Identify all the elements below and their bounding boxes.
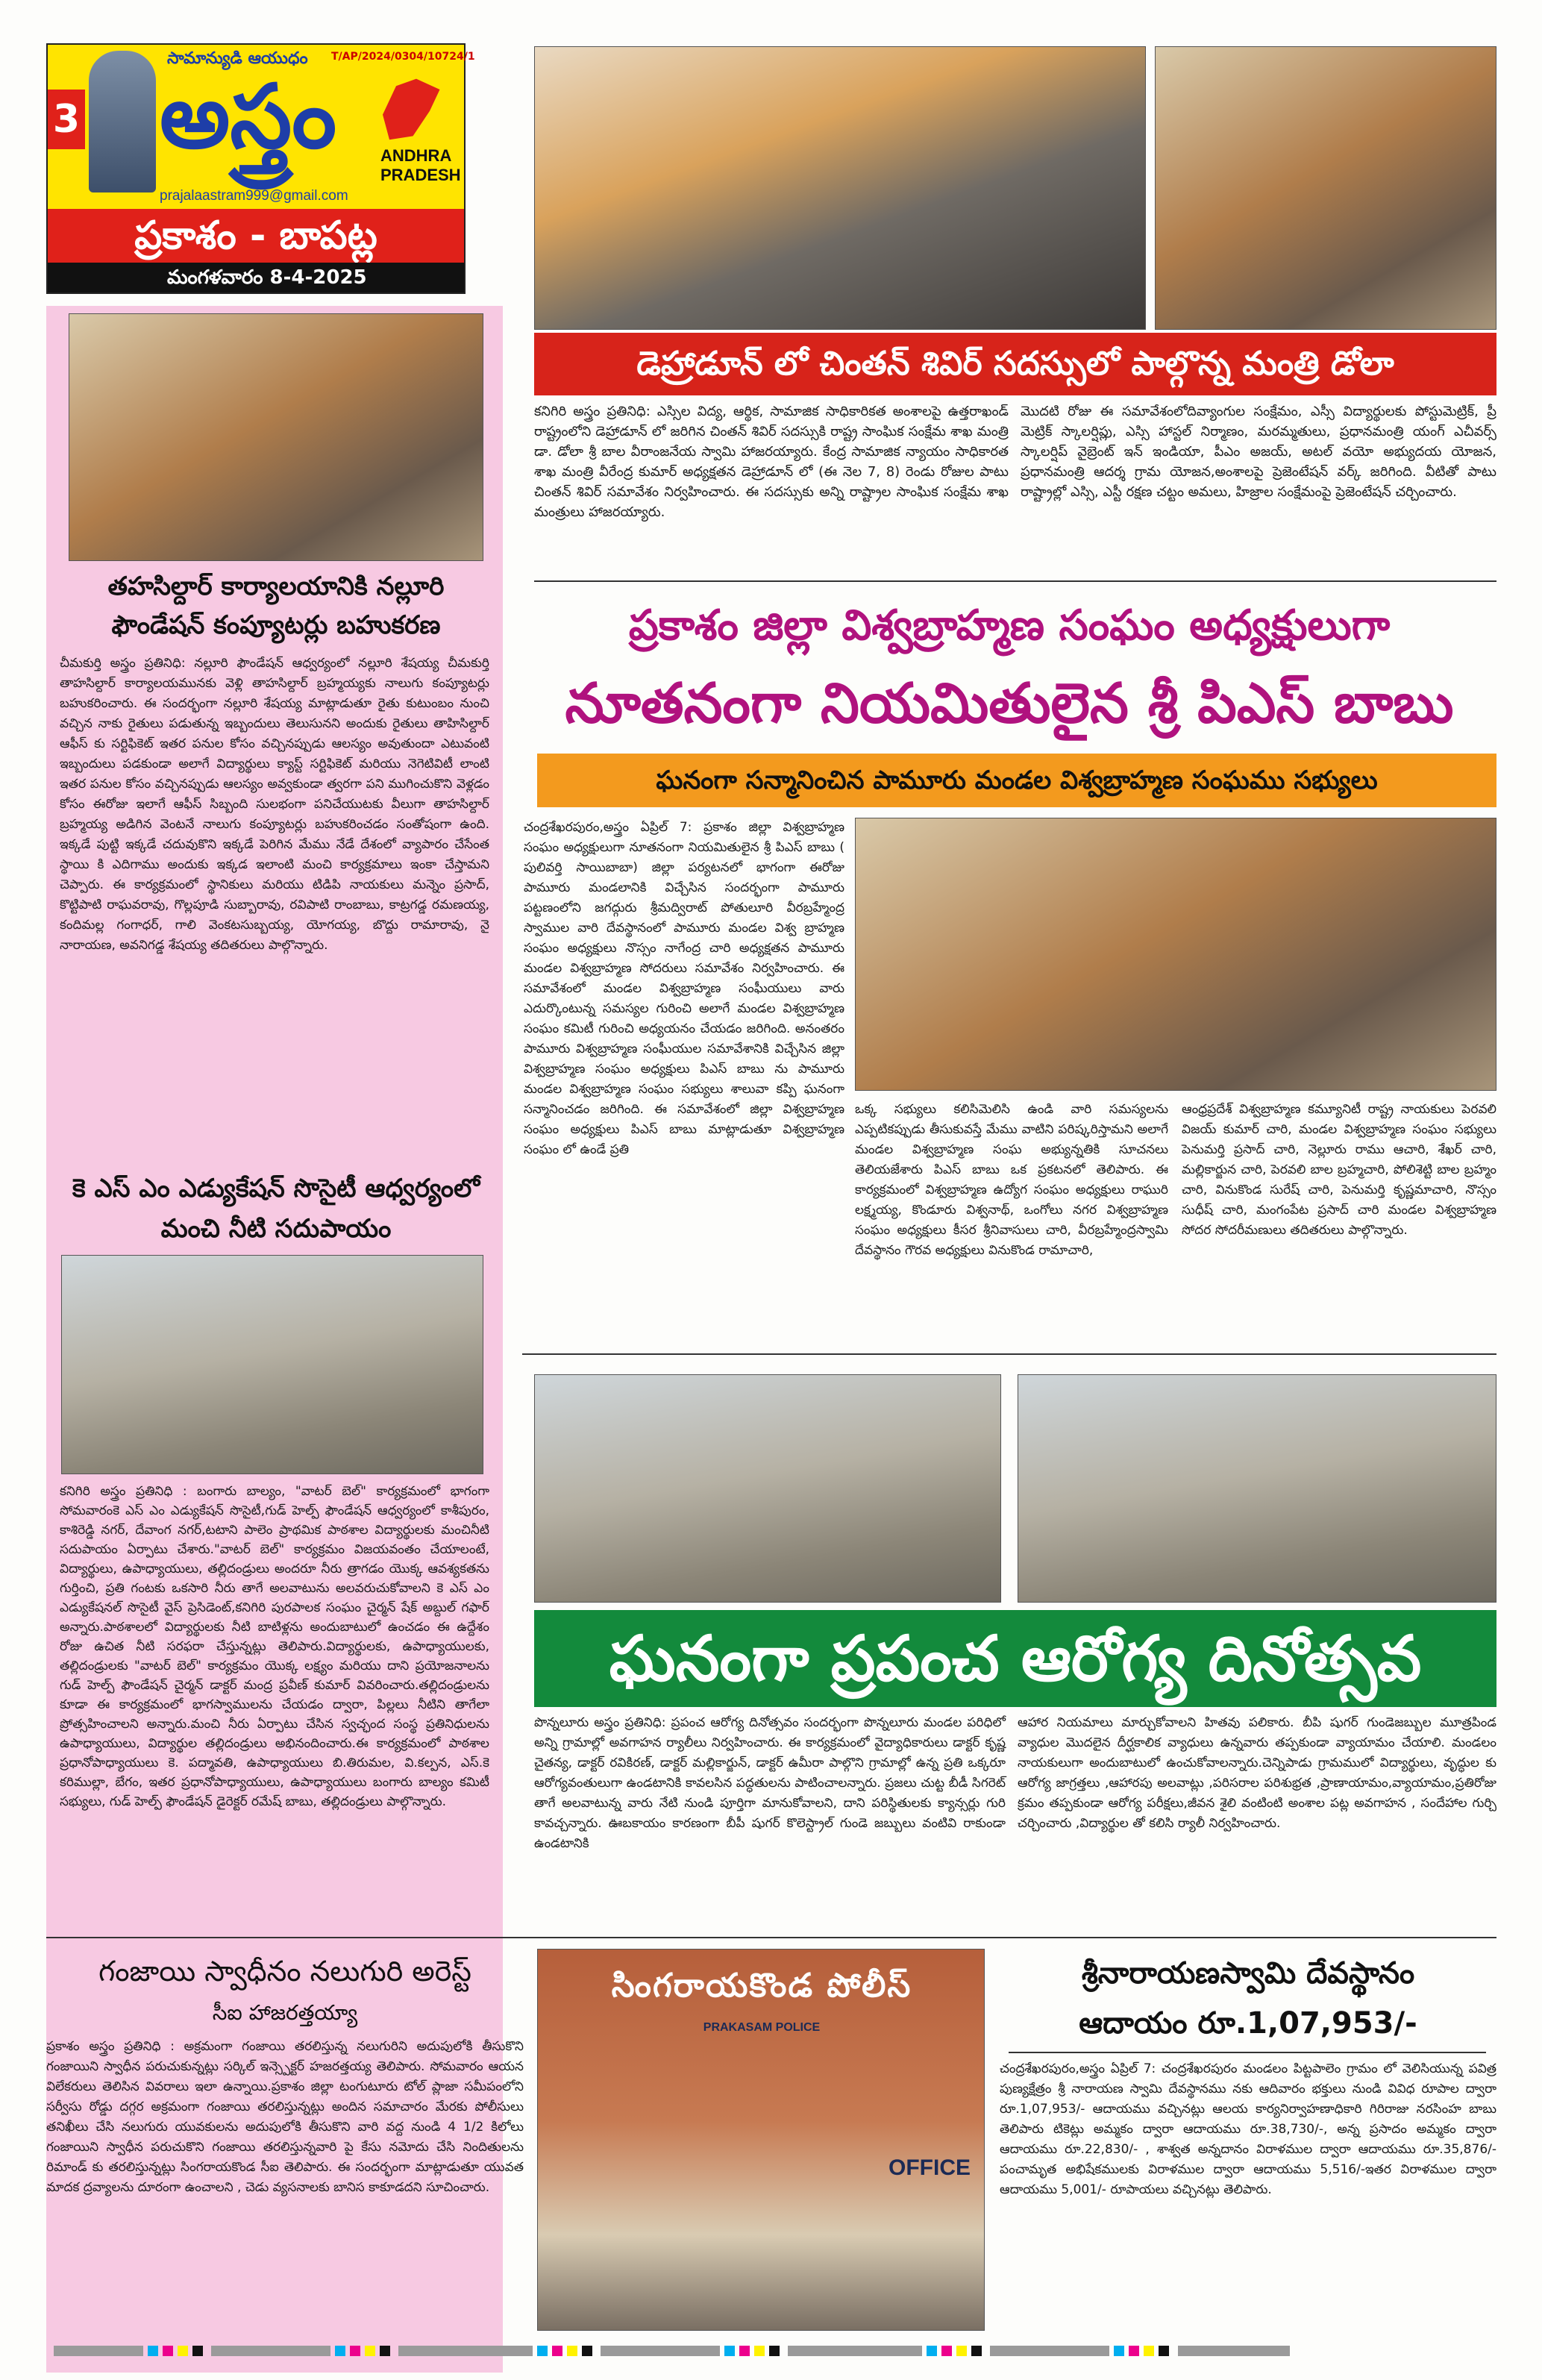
health-headline: ఘనంగా ప్రపంచ ఆరోగ్య దినోత్సవ [534, 1610, 1496, 1707]
edition-banner: ప్రకాశం - బాపట్ల [48, 209, 464, 263]
left-story1-body: చీమకుర్తి అస్త్రం ప్రతినిధి: నల్లూరి ఫౌండేషన్ ఆధ్వర్యంలో నల్లూరి శేషయ్య చీమకుర్తి తాహసిల్దార్ కార్యాలయమునకు వెళ్లి తాహసిల్దార్ బ్రహ్మయ్యకు నాలుగు కంప్యూటర్లు బహుకరించారు. ఈ సందర్భంగా నల్లూరి శేషయ్య మాట్లాడుతూ రైతు కుటుంబం నుంచి వచ్చిన నాకు రైతులు పడుతున్న ఇబ్బందులు తెలుసునని అందుకు రైతులు తాహిసిల్దార్ ఆఫీస్ కు సర్టిఫికెట్ ఇతర పనుల కోసం వచ్చినప్పుడు ఆలస్యం అవుతుందా ఎటువంటి ఇబ్బందులు పడకుండా అలాగే విద్యార్థులు క్యాస్ట్ సర్టిఫికెట్ మరియు నెగెటివిటీ లాంటి ఇతర పనుల కోసం వచ్చినప్పుడు ఆలస్యం అవ్వకుండా త్వరగా పని ముగించుకొని వెళ్లడం కోసం ఈరోజు ఇలాగే ఆఫీస్ సిబ్బంది సులభంగా పనిచేయుటకు వీలుగా తాహసిల్దార్ బ్రహ్మయ్య అడిగిన వెంటనే నాలుగు కంప్యూటర్లు బహుకరించడం సంతోషంగా ఉంది. ఇక్కడే పుట్టి ఇక్కడే చదువుకొని ఇక్కడే పెరిగిన మేము నేడే దేశంలో వ్యాపారం చేసేంత స్థాయి కి ఎదిగాము అందుకు ఇక్కడ ఇలాంటి మంచి కార్యక్రమాలు ఇంకా చేస్తామని చెప్పారు. ఈ కార్యక్రమంలో స్థానికులు మరియు టిడిపి నాయకులు మన్నెం ప్రసాద్, కొట్టిపాటి రాఘవరావు, గొల్లపూడి సుబ్బారావు, రవిపాటి రాంబాబు, కాట్రగడ్డ రమణయ్య, కందిమల్ల గంగాధర్, గాలి వెంకటసుబ్బయ్య, యోగయ్య, బొద్దు రామారావు, నై నారాయణ, అవనిగడ్డ శేషయ్య తదితరులు పాల్గొన్నారు. [60, 656, 489, 953]
top-divider [534, 580, 1496, 582]
computer-donation-photo [69, 313, 483, 561]
masthead [46, 43, 475, 294]
ap-map-icon [376, 72, 443, 143]
center-subhead: ఘనంగా సన్మానించిన పామూరు మండల విశ్వబ్రాహ్మణ సంఘము సభ్యులు [537, 754, 1496, 807]
police-logo-text: PRAKASAM POLICE [703, 2021, 821, 2034]
health-col2: ఆహార నియమాలు మార్చుకోవాలని హితవు పలికారు. బీపి షుగర్ గుండెజబ్బుల మూత్రపిండ వ్యాధుల మొదలైన దీర్ఘకాలిక వ్యాధులు ఉన్నవారు తప్పకుండా వ్యాయామం చేయాలి. మండలం నాయకులుగా అందుబాటులో ఉంచుకోవాలన్నారు.చెన్నిపాడు గ్రామములో విద్యార్థులు, వృద్ధుల కు ఆరోగ్య జాగ్రత్తలు ,ఆహారపు అలవాట్లు ,పరిసరాల పరిశుభ్రత ,ప్రాణాయామం,వ్యాయామం,ప్రతిరోజు క్రమం తప్పకుండా ఆరోగ్య పరీక్షలు,జీవన శైలి వంటింటి అంశాల పట్ల అవగాహన , సందేహాల గుర్చి చర్చించారు ,విద్యార్థుల తో కలిసి ర్యాలీ నిర్వహించారు. [1018, 1715, 1496, 1831]
masthead-figure [89, 51, 156, 192]
center-col3: ఆంధ్రప్రదేశ్ విశ్వబ్రాహ్మణ కమ్యూనిటీ రాష్ట్ర నాయకులు పెరవలి విజయ్ కుమార్ చారి, మండల విశ్వబ్రాహ్మణ సంఘం సభ్యులు పెనుమర్తి ప్రసాద్ చారి, నెల్లూరు రాము ఆచారి, శేఖర్ చారి, మల్లికార్జున చారి, పెరవలి బాల బ్రహ్మచారి, పోలిశెట్టి బాల బ్రహ్మం చారి, వినుకొండ సురేష్ చారి, పెనుమర్తి కృష్ణమాచారి, నొస్సం సుధీష్ చారి, మంగంపేట ప్రసాద్ చారి మండల విశ్వబ్రాహ్మణ సోదర సోదరీమణులు తదితరులు పాల్గొన్నారు. [1182, 1102, 1496, 1238]
temple-body: చంద్రశేఖరపురం,అస్త్రం ఏప్రిల్ 7: చంద్రశేఖరపురం మండలం పిట్టపాలెం గ్రామం లో వెలిసియున్న పవిత్ర పుణ్యక్షేత్రం శ్రీ నారాయణ స్వామి దేవస్థానము నకు ఆదివారం భక్తులు నుండి వివిధ రూపాల ద్వారా రూ.1,07,953/- ఆదాయము వచ్చినట్లు ఆలయ కార్యనిర్వాహణాధికారి గిరిరాజు నరసింహ బాబు తెలిపారు టికెట్లు అమ్మకం ద్వారా ఆదాయము రూ.38,730/-, అన్న ప్రసాదం అమ్మకం ద్వారా ఆదాయము రూ.22,830/- , శాశ్వత అన్నదానం విరాళముల ద్వారా ఆదాయము రూ.35,876/- పంచామృత అభిషేకములకు విరాళముల ద్వారా ఆదాయము 5,516/-ఇతర విరాళముల ద్వారా ఆదాయము 5,001/- రూపాయలు వచ్చినట్లు తెలిపారు. [1000, 2061, 1496, 2197]
temple-rule [1009, 2052, 1486, 2053]
police-press-meet-photo [537, 1949, 985, 2331]
police-station-sign: సింగరాయకొండ పోలీస్ [611, 1967, 912, 2005]
masthead-email: prajalaastram999@gmail.com [160, 188, 348, 204]
health-rally-photo-2 [1018, 1374, 1496, 1603]
sanmanam-photo [855, 818, 1496, 1091]
top-story-headline: డెహ్రాడూన్ లో చింతన్ శివిర్ సదస్సులో పాల్గొన్న మంత్రి డోలా [534, 333, 1496, 395]
temple-subhead: ఆదాయం రూ.1,07,953/- [1079, 2006, 1417, 2041]
ganja-body: ప్రకాశం అస్త్రం ప్రతినిధి : అక్రమంగా గంజాయి తరలిస్తున్న నలుగురిని అదుపులోకి తీసుకొని గంజాయిని స్వాధీన పరుచుకున్నట్లు సర్కిల్ ఇన్స్పెక్టర్ హజరత్తయ్య తెలిపారు. సోమవారం ఆయన విలేకరులు తెలిసిన వివరాలు ఇలా ఉన్నాయి.ప్రకాశం జిల్లా టంగుటూరు టోల్ ప్లాజా సమీపంలోని సర్వీసు రోడ్డు దగ్గర అక్రమంగా గంజాయి తరలిస్తున్నట్లు అందిన సమాచారం మేరకు పోలీసులు తనిఖీలు చేసి నలుగురు యువకులను అదుపులోకి తీసుకొని వారి వద్ద నుండి 4 1/2 కిలోలు గంజాయిని స్వాధీన పరుచుకొని గంజాయి తరలిస్తున్నవారి పై కేసు నమోదు చేసి నిందితులను రిమాండ్ కు తరలిస్తున్నట్లు సింగరాయకొండ సీఐ తెలిపారు. ఈ సందర్భంగా మాట్లాడుతూ యువత మాదక ద్రవ్యాలను దూరంగా ఉంచాలని , చెడు వ్యసనాలకు బానిస కాకూడదని సూచించారు. [46, 2039, 524, 2195]
health-rally-photo-1 [534, 1374, 1001, 1603]
left-story2-body: కనిగిరి అస్త్రం ప్రతినిధి : బంగారు బాల్యం, "వాటర్ బెల్" కార్యక్రమంలో భాగంగా సోమవారంకె ఎస్ ఎం ఎడ్యుకేషన్ సొసైటీ,గుడ్ హెల్ప్ ఫౌండేషన్ ఆధ్వర్యంలో కాశీపురం, కాశిరెడ్డి నగర్, దేవాంగ నగర్,టటాని పాలెం ప్రాథమిక పాఠశాల విద్యార్థులకు మంచినీటి సదుపాయం ఏర్పాటు చేశారు."వాటర్ బెల్" కార్యక్రమం విజయవంతం చేయాలంటే, విద్యార్థులు, ఉపాధ్యాయులు, తల్లిదండ్రులు అందరూ నీరు త్రాగడం యొక్క ఆవశ్యకతను గుర్తించి, ప్రతి గంటకు ఒకసారి నీరు తాగే అలవాటును అలవరుచుకోవాలని కె ఎస్ ఎం ఎడ్యుకేషనల్ సొసైటీ వైస్ ప్రెసిడెంట్,కనిగిరి పురపాలక సంఘం చైర్మన్ షేక్ అబ్దుల్ గఫార్ అన్నారు.పాఠశాలలో విద్యార్థులకు నీటి బాటిళ్లను అందుబాటులో ఉంచడం ఈ ఉద్దేశం రోజు ఉచిత నీటి సరఫరా చేస్తున్నట్లు తెలిపారు.విద్యార్థులకు, ఉపాధ్యాయులకు, తల్లిదండ్రులకు "వాటర్ బెల్" కార్యక్రమం యొక్క లక్ష్యం మరియు దాని ప్రయోజనాలను గుడ్ హెల్ప్ ఫౌండేషన్ చైర్మన్ డాక్టర్ మంద్ర ప్రవీణ్ కుమార్ వివరించారు.తల్లిదండ్రులను కూడా ఈ కార్యక్రమంలో భాగస్వాములను చేయడం ద్వారా, పిల్లలు నీటిని తాగేలా ప్రోత్సహించాలని అన్నారు.మంచి నీరు ఏర్పాటు చేసిన స్వచ్ఛంద సంస్థ ప్రతినిధులను ఉపాధ్యాయులు, విద్యార్థుల తల్లిదండ్రులు అభినందించారు.ఈ కార్యక్రమంలో పాఠశాల ప్రధానోపాధ్యాయులు కె. పద్మావతి, ఉపాధ్యాయులు బి.తిరుమల, వి.కల్పన, ఎస్.కె కరిముల్లా, బేగం, ఇతర ప్రధానోపాధ్యాయులు, ఉపాధ్యాయులు బంగారు బాల్యం కమిటీ సభ్యులు, గుడ్ హెల్ప్ ఫౌండేషన్ డైరెక్టర్ రమేష్ బాబు, తల్లిదండ్రులు పాల్గొన్నారు. [60, 1484, 489, 1809]
masthead-tagline: సామాన్యుడి ఆయుధం [167, 49, 308, 68]
left-story1-headline: తహసిల్దార్ కార్యాలయానికి నల్లూరి ఫౌండేషన్ కంప్యూటర్లు బహుకరణ [107, 571, 445, 640]
chintan-shivir-stage-photo [534, 46, 1146, 330]
ganja-subhead: సీఐ హాజరత్తయ్యా [212, 2000, 358, 2025]
registration-strip [54, 2343, 1494, 2358]
temple-headline: శ్రీనారాయణస్వామి దేవస్థానం [1081, 1956, 1415, 1991]
left-story2-headline: కె ఎస్ ఎం ఎడ్యుకేషన్ సొసైటీ ఆధ్వర్యంలో మంచి నీటి సదుపాయం [72, 1174, 480, 1244]
top-story-col2: మొదటి రోజు ఈ సమావేశంలోదివ్యాంగుల సంక్షేమం, ఎస్సీ విద్యార్థులకు పోస్టుమెట్రిక్, ప్రీ మెట్రిక్ స్కాలర్షిప్లు, ఎస్సి హాస్టల్ నిర్మాణం, మరమ్మతులు, ప్రధానమంత్రి యంగ్ ఎచీవర్స్ స్కాలర్షిప్ వైబ్రెంట్ ఇన్ ఇండియా, పీఎం అజయ్, అటల్ వయో అభ్యుదయ యోజన, ప్రధానమంత్రి ఆదర్శ గ్రామ యోజన,అంశాలపై ప్రెజెంటేషన్ వర్క్ జరిగింది. వీటితో పాటు రాష్ట్రాల్లో ఎస్సి, ఎస్టీ రక్షణ చట్టం అమలు, హిజ్రాల సంక్షేమంపై ప్రెజెంటేషన్ చర్చించారు. [1021, 404, 1496, 500]
masthead-title: అస్త్రం [160, 65, 337, 168]
center-col2: ఒక్క సభ్యులు కలిసిమెలిసి ఉండి వారి సమస్యలను ఎప్పటికప్పుడు తీసుకువస్తే మేము వాటిని పరిష్కరిస్తామని అలాగే మండల విశ్వబ్రాహ్మణ సంఘ అభ్యున్నతికి సూచనలు తెలియజేశారు పిఎస్ బాబు ఒక ప్రకటనలో తెలిపారు. ఈ కార్యక్రమంలో విశ్వబ్రాహ్మణ ఉద్యోగ సంఘం అధ్యక్షులు రాఘురి లక్ష్మయ్య, కొండూరు విశ్వనాథ్, ఒంగోలు నగర విశ్వబ్రాహ్మణ సంఘం అధ్యక్షులు కీసర శ్రీనివాసులు చారి, వీరబ్రహ్మేంద్రస్వామి దేవస్థానం గౌరవ అధ్యక్షులు వినుకొండ రామాచారి, [855, 1102, 1168, 1258]
center-divider [522, 1353, 1496, 1355]
office-text: OFFICE [888, 2155, 971, 2180]
center-col1: చంద్రశేఖరపురం,అస్త్రం ఏప్రిల్ 7: ప్రకాశం జిల్లా విశ్వబ్రాహ్మణ సంఘం అధ్యక్షులుగా నూతనంగా నియమితులైన శ్రీ పిఎస్ బాబు ( పులివర్తి సాయిబాబా) జిల్లా పర్యటనలో భాగంగా ఈరోజు పామూరు మండలానికి విచ్చేసిన సందర్భంగా పామూరు పట్టణంలోని జగద్గురు శ్రీమద్విరాట్ పోతులూరి వీరబ్రహ్మేంద్ర స్వాముల వారి దేవస్థానంలో పామూరు మండల విశ్వ బ్రాహ్మణ సంఘం అధ్యక్షులు నొస్సం నాగేంద్ర చారి అధ్యక్షతన పామూరు మండల విశ్వబ్రాహ్మణ సోదరులు సమావేశం నిర్వహించారు. ఈ సమావేశంలో మండల విశ్వబ్రాహ్మణ సంఘీయులు వారు ఎదుర్కొంటున్న సమస్యల గురించి అలాగే మండల విశ్వబ్రాహ్మణ సంఘం కమిటీ గురించి అధ్యయనం చేయడం జరిగింది. అనంతరం పామూరు విశ్వబ్రాహ్మణ సంఘీయుల సమావేశానికి విచ్చేసిన జిల్లా విశ్వబ్రాహ్మణ సంఘం అధ్యక్షులు పిఎస్ బాబు ను పామూరు మండల విశ్వబ్రాహ్మణ సంఘం సభ్యులు శాలువా కప్పి ఘనంగా సన్మానించడం జరిగింది. ఈ సమావేశంలో జిల్లా విశ్వబ్రాహ్మణ సంఘం అధ్యక్షులు పిఎస్ బాబు మాట్లాడుతూ విశ్వబ్రాహ్మణ సంఘం లో ఉండే ప్రతి [524, 820, 844, 1157]
ganja-headline: గంజాయి స్వాధీనం నలుగురి అరెస్ట్ [98, 1955, 471, 1988]
chintan-shivir-meeting-photo [1155, 46, 1496, 330]
health-col1: పొన్నలూరు అస్త్రం ప్రతినిధి: ప్రపంచ ఆరోగ్య దినోత్సవం సందర్భంగా పొన్నలూరు మండల పరిధిలో అన్ని గ్రామాల్లో అవగాహన ర్యాలీలు నిర్వహించారు. ఈ కార్యక్రమంలో వైద్యాధికారులు డాక్టర్ కృష్ణ చైతన్య, డాక్టర్ రవికిరణ్, డాక్టర్ మల్లికార్జున్, డాక్టర్ ఉమీరా పాల్గొని గ్రామాల్లో ఉన్న ప్రతి ఒక్కరూ ఆరోగ్యవంతులుగా ఉండటానికి కావలసిన పద్ధతులను పాటించాలన్నారు. ప్రజలు చుట్ట బీడీ సిగరెట్ తాగే అలవాటున్న వారు నేటి నుండి పూర్తిగా మానుకోవాలని, దాని పరిస్థితులకు క్యాన్సర్లు గురి కావచ్చన్నారు. ఊబకాయం కారణంగా బీపీ షుగర్ కొలెస్ట్రాల్ గుండె జబ్బులు వంటివి రాకుండా ఉండటానికి [534, 1715, 1006, 1851]
top-story-col1: కనిగిరి అస్త్రం ప్రతినిధి: ఎస్సిల విద్య, ఆర్థిక, సామాజిక సాధికారికత అంశాలపై ఉత్తరాఖండ్ రాష్ట్రంలోని డెహ్రాడూన్ లో జరిగిన చింతన్ శివిర్ సదస్సుకి రాష్ట్ర సాంఘిక సంక్షేమ శాఖ మంత్రి డా. డోలా శ్రీ బాల వీరాంజనేయ స్వామి హాజరయ్యారు. కేంద్ర సామాజిక న్యాయం సాధికారత శాఖ మంత్రి వీరేంద్ర కుమార్ అధ్యక్షతన డెహ్రాడూన్ లో (ఈ నెల 7, 8) రెండు రోజుల పాటు చింతన్ శివిర్ సమావేశం నిర్వహించారు. ఈ సదస్సుకు అన్ని రాష్ట్రాల సాంఘిక సంక్షేమ శాఖ మంత్రులు హాజరయ్యారు. [534, 404, 1009, 520]
registration-number: T/AP/2024/0304/10724/1 [331, 51, 475, 63]
issue-date: మంగళవారం 8-4-2025 [48, 263, 464, 292]
center-headline-line2: నూతనంగా నియమితులైన శ్రీ పిఎస్ బాబు [565, 671, 1454, 736]
state-name-1: ANDHRA [380, 146, 452, 165]
page-number: 3 [48, 90, 85, 149]
water-bell-photo [61, 1255, 483, 1474]
bottom-divider [46, 1937, 1496, 1938]
center-headline-line1: ప్రకాశం జిల్లా విశ్వబ్రాహ్మణ సంఘం అధ్యక్షులుగా [628, 601, 1391, 650]
state-name-2: PRADESH [380, 166, 461, 184]
